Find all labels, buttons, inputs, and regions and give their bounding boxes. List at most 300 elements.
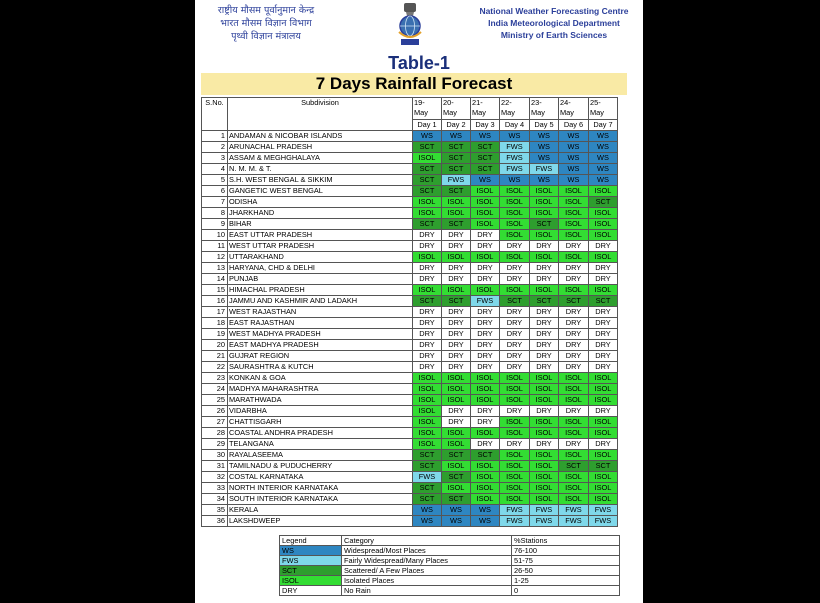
- date-header: 21- May: [471, 98, 500, 120]
- table-row: [202, 516, 618, 527]
- forecast-cell: ISOL: [530, 285, 559, 296]
- row-number: 21: [202, 351, 228, 362]
- forecast-cell: ISOL: [589, 285, 618, 296]
- forecast-cell: DRY: [589, 439, 618, 450]
- forecast-cell: DRY: [413, 274, 442, 285]
- row-number: 34: [202, 494, 228, 505]
- forecast-cell: DRY: [530, 318, 559, 329]
- forecast-cell: WS: [530, 175, 559, 186]
- forecast-cell: DRY: [559, 329, 589, 340]
- table-row: [202, 153, 618, 164]
- legend-header: Legend: [280, 536, 342, 546]
- forecast-cell: ISOL: [413, 285, 442, 296]
- forecast-cell: FWS: [500, 142, 530, 153]
- table-row: [202, 186, 618, 197]
- forecast-cell: ISOL: [442, 395, 471, 406]
- forecast-cell: ISOL: [413, 197, 442, 208]
- subdivision-name: KERALA: [228, 505, 413, 516]
- subdivision-header: Subdivision: [228, 98, 413, 131]
- forecast-cell: DRY: [500, 351, 530, 362]
- forecast-cell: ISOL: [559, 395, 589, 406]
- forecast-cell: DRY: [589, 406, 618, 417]
- forecast-cell: ISOL: [589, 428, 618, 439]
- forecast-cell: DRY: [530, 274, 559, 285]
- forecast-cell: DRY: [500, 241, 530, 252]
- forecast-cell: WS: [471, 175, 500, 186]
- forecast-cell: ISOL: [589, 417, 618, 428]
- forecast-cell: ISOL: [530, 417, 559, 428]
- row-number: 13: [202, 263, 228, 274]
- forecast-cell: DRY: [559, 439, 589, 450]
- forecast-cell: WS: [442, 505, 471, 516]
- forecast-cell: SCT: [471, 142, 500, 153]
- legend-category: Fairly Widespread/Many Places: [342, 556, 512, 566]
- forecast-cell: SCT: [413, 296, 442, 307]
- forecast-cell: FWS: [530, 516, 559, 527]
- forecast-cell: DRY: [442, 351, 471, 362]
- table-row: [202, 384, 618, 395]
- forecast-cell: WS: [559, 131, 589, 142]
- forecast-cell: DRY: [530, 362, 559, 373]
- forecast-cell: ISOL: [559, 186, 589, 197]
- subdivision-name: HARYANA, CHD & DELHI: [228, 263, 413, 274]
- forecast-cell: DRY: [589, 329, 618, 340]
- day-header: Day 3: [471, 120, 500, 131]
- forecast-cell: SCT: [589, 197, 618, 208]
- forecast-cell: DRY: [589, 263, 618, 274]
- forecast-cell: WS: [589, 175, 618, 186]
- subdivision-name: TAMILNADU & PUDUCHERRY: [228, 461, 413, 472]
- forecast-cell: DRY: [500, 263, 530, 274]
- table-row: [202, 450, 618, 461]
- forecast-cell: DRY: [471, 351, 500, 362]
- forecast-cell: SCT: [471, 450, 500, 461]
- forecast-cell: DRY: [442, 318, 471, 329]
- row-number: 36: [202, 516, 228, 527]
- forecast-cell: ISOL: [530, 252, 559, 263]
- forecast-cell: WS: [589, 131, 618, 142]
- table-row: [202, 318, 618, 329]
- forecast-cell: ISOL: [500, 472, 530, 483]
- forecast-cell: ISOL: [471, 483, 500, 494]
- forecast-cell: ISOL: [471, 384, 500, 395]
- forecast-cell: ISOL: [530, 395, 559, 406]
- legend-percent: 26-50: [512, 566, 620, 576]
- forecast-cell: DRY: [559, 241, 589, 252]
- row-number: 28: [202, 428, 228, 439]
- subdivision-name: EAST MADHYA PRADESH: [228, 340, 413, 351]
- forecast-cell: DRY: [589, 362, 618, 373]
- forecast-cell: DRY: [589, 241, 618, 252]
- forecast-cell: WS: [589, 142, 618, 153]
- forecast-cell: ISOL: [559, 252, 589, 263]
- table-row: [202, 263, 618, 274]
- forecast-cell: ISOL: [530, 450, 559, 461]
- forecast-cell: SCT: [442, 186, 471, 197]
- forecast-cell: ISOL: [471, 285, 500, 296]
- row-number: 18: [202, 318, 228, 329]
- forecast-cell: SCT: [589, 296, 618, 307]
- forecast-cell: SCT: [500, 296, 530, 307]
- forecast-cell: SCT: [471, 153, 500, 164]
- subdivision-name: JAMMU AND KASHMIR AND LADAKH: [228, 296, 413, 307]
- row-number: 4: [202, 164, 228, 175]
- table-row: [202, 461, 618, 472]
- forecast-cell: ISOL: [530, 230, 559, 241]
- row-number: 27: [202, 417, 228, 428]
- legend-code: DRY: [280, 586, 342, 596]
- table-row: [202, 439, 618, 450]
- forecast-cell: ISOL: [442, 373, 471, 384]
- subdivision-name: MARATHWADA: [228, 395, 413, 406]
- forecast-cell: DRY: [471, 263, 500, 274]
- legend-row: [280, 556, 620, 566]
- table-row: [202, 252, 618, 263]
- forecast-cell: WS: [589, 164, 618, 175]
- forecast-cell: ISOL: [500, 197, 530, 208]
- table-row: [202, 219, 618, 230]
- legend-row: [280, 546, 620, 556]
- row-number: 22: [202, 362, 228, 373]
- forecast-cell: ISOL: [442, 461, 471, 472]
- forecast-cell: ISOL: [589, 186, 618, 197]
- forecast-cell: DRY: [413, 241, 442, 252]
- forecast-cell: ISOL: [559, 450, 589, 461]
- day-header: Day 4: [500, 120, 530, 131]
- forecast-cell: ISOL: [471, 472, 500, 483]
- forecast-cell: WS: [500, 131, 530, 142]
- subdivision-name: CHATTISGARH: [228, 417, 413, 428]
- table-row: [202, 483, 618, 494]
- letterhead: [195, 0, 643, 52]
- legend-category: No Rain: [342, 586, 512, 596]
- forecast-cell: DRY: [530, 307, 559, 318]
- table-row: [202, 296, 618, 307]
- forecast-cell: ISOL: [589, 208, 618, 219]
- forecast-cell: DRY: [471, 417, 500, 428]
- forecast-cell: ISOL: [500, 252, 530, 263]
- forecast-cell: DRY: [530, 406, 559, 417]
- table-row: [202, 307, 618, 318]
- table-row: [202, 340, 618, 351]
- forecast-cell: SCT: [442, 153, 471, 164]
- forecast-cell: ISOL: [500, 461, 530, 472]
- forecast-cell: DRY: [559, 406, 589, 417]
- forecast-cell: DRY: [442, 274, 471, 285]
- forecast-cell: WS: [471, 516, 500, 527]
- date-header-row: [202, 98, 618, 120]
- forecast-cell: ISOL: [559, 373, 589, 384]
- forecast-cell: ISOL: [500, 384, 530, 395]
- forecast-cell: DRY: [471, 439, 500, 450]
- forecast-cell: DRY: [500, 340, 530, 351]
- forecast-cell: SCT: [559, 461, 589, 472]
- subdivision-name: MADHYA MAHARASHTRA: [228, 384, 413, 395]
- row-number: 17: [202, 307, 228, 318]
- forecast-cell: ISOL: [442, 252, 471, 263]
- forecast-cell: DRY: [471, 230, 500, 241]
- forecast-cell: SCT: [442, 296, 471, 307]
- day-header: Day 1: [413, 120, 442, 131]
- forecast-cell: ISOL: [413, 153, 442, 164]
- table-row: [202, 428, 618, 439]
- row-number: 7: [202, 197, 228, 208]
- forecast-cell: DRY: [442, 307, 471, 318]
- forecast-cell: DRY: [530, 263, 559, 274]
- forecast-cell: ISOL: [413, 373, 442, 384]
- english-org-name: National Weather Forecasting Centre India Meteorological Department Ministry of Earth Sciences: [479, 6, 629, 40]
- row-number: 35: [202, 505, 228, 516]
- forecast-cell: DRY: [530, 351, 559, 362]
- forecast-cell: ISOL: [413, 384, 442, 395]
- row-number: 11: [202, 241, 228, 252]
- forecast-cell: SCT: [413, 142, 442, 153]
- forecast-cell: ISOL: [442, 428, 471, 439]
- forecast-cell: DRY: [413, 329, 442, 340]
- forecast-cell: DRY: [589, 307, 618, 318]
- forecast-cell: ISOL: [559, 417, 589, 428]
- legend-code: WS: [280, 546, 342, 556]
- forecast-cell: ISOL: [500, 230, 530, 241]
- forecast-cell: FWS: [442, 175, 471, 186]
- subdivision-name: KONKAN & GOA: [228, 373, 413, 384]
- subdivision-name: PUNJAB: [228, 274, 413, 285]
- row-number: 12: [202, 252, 228, 263]
- row-number: 32: [202, 472, 228, 483]
- subdivision-name: TELANGANA: [228, 439, 413, 450]
- forecast-cell: ISOL: [559, 494, 589, 505]
- subdivision-name: UTTARAKHAND: [228, 252, 413, 263]
- forecast-cell: ISOL: [471, 373, 500, 384]
- subdivision-name: JHARKHAND: [228, 208, 413, 219]
- forecast-cell: DRY: [530, 241, 559, 252]
- forecast-cell: SCT: [442, 494, 471, 505]
- forecast-cell: DRY: [471, 362, 500, 373]
- forecast-cell: SCT: [530, 296, 559, 307]
- forecast-cell: ISOL: [500, 208, 530, 219]
- forecast-cell: DRY: [589, 274, 618, 285]
- date-header: 23- May: [530, 98, 559, 120]
- forecast-cell: ISOL: [442, 197, 471, 208]
- forecast-cell: WS: [530, 142, 559, 153]
- date-header: 19- May: [413, 98, 442, 120]
- row-number: 8: [202, 208, 228, 219]
- table-row: [202, 406, 618, 417]
- table-row: [202, 164, 618, 175]
- table-row: [202, 241, 618, 252]
- subdivision-name: VIDARBHA: [228, 406, 413, 417]
- row-number: 1: [202, 131, 228, 142]
- date-header: 24- May: [559, 98, 589, 120]
- forecast-cell: DRY: [589, 340, 618, 351]
- forecast-cell: FWS: [500, 153, 530, 164]
- row-number: 5: [202, 175, 228, 186]
- forecast-cell: SCT: [413, 175, 442, 186]
- forecast-cell: WS: [413, 505, 442, 516]
- forecast-cell: DRY: [442, 417, 471, 428]
- table-row: [202, 230, 618, 241]
- forecast-cell: DRY: [442, 329, 471, 340]
- row-number: 10: [202, 230, 228, 241]
- subdivision-name: WEST UTTAR PRADESH: [228, 241, 413, 252]
- forecast-cell: ISOL: [471, 395, 500, 406]
- table-row: [202, 131, 618, 142]
- forecast-body: [202, 131, 618, 527]
- forecast-cell: DRY: [413, 318, 442, 329]
- forecast-cell: ISOL: [589, 395, 618, 406]
- legend-category: Widespread/Most Places: [342, 546, 512, 556]
- row-number: 6: [202, 186, 228, 197]
- forecast-cell: WS: [559, 164, 589, 175]
- subdivision-name: LAKSHDWEEP: [228, 516, 413, 527]
- forecast-cell: DRY: [589, 351, 618, 362]
- forecast-cell: ISOL: [500, 494, 530, 505]
- forecast-cell: DRY: [442, 263, 471, 274]
- forecast-cell: DRY: [413, 307, 442, 318]
- forecast-cell: SCT: [413, 483, 442, 494]
- legend-category: Isolated Places: [342, 576, 512, 586]
- forecast-cell: ISOL: [471, 494, 500, 505]
- row-number: 15: [202, 285, 228, 296]
- forecast-cell: DRY: [471, 307, 500, 318]
- forecast-cell: DRY: [413, 230, 442, 241]
- forecast-cell: ISOL: [442, 384, 471, 395]
- stations-header: %Stations: [512, 536, 620, 546]
- date-header: 22- May: [500, 98, 530, 120]
- legend-row: [280, 586, 620, 596]
- forecast-cell: ISOL: [530, 208, 559, 219]
- table-row: [202, 329, 618, 340]
- forecast-cell: ISOL: [500, 186, 530, 197]
- forecast-cell: ISOL: [471, 186, 500, 197]
- forecast-cell: ISOL: [559, 472, 589, 483]
- forecast-cell: ISOL: [589, 252, 618, 263]
- forecast-cell: SCT: [413, 461, 442, 472]
- forecast-cell: DRY: [413, 362, 442, 373]
- table-row: [202, 175, 618, 186]
- table-row: [202, 505, 618, 516]
- forecast-cell: SCT: [442, 450, 471, 461]
- forecast-cell: ISOL: [559, 428, 589, 439]
- table-row: [202, 208, 618, 219]
- forecast-cell: DRY: [530, 329, 559, 340]
- forecast-cell: WS: [559, 142, 589, 153]
- forecast-cell: DRY: [559, 263, 589, 274]
- forecast-cell: ISOL: [500, 373, 530, 384]
- forecast-cell: ISOL: [589, 494, 618, 505]
- forecast-cell: SCT: [442, 219, 471, 230]
- forecast-cell: ISOL: [530, 472, 559, 483]
- forecast-cell: FWS: [559, 505, 589, 516]
- row-number: 19: [202, 329, 228, 340]
- subdivision-name: EAST RAJASTHAN: [228, 318, 413, 329]
- forecast-cell: ISOL: [589, 230, 618, 241]
- forecast-cell: WS: [559, 175, 589, 186]
- forecast-cell: ISOL: [413, 208, 442, 219]
- forecast-cell: ISOL: [413, 252, 442, 263]
- forecast-title: 7 Days Rainfall Forecast: [201, 73, 627, 95]
- forecast-cell: ISOL: [530, 197, 559, 208]
- legend-header-row: [280, 536, 620, 546]
- legend-code: ISOL: [280, 576, 342, 586]
- subdivision-name: WEST MADHYA PRADESH: [228, 329, 413, 340]
- subdivision-name: GANGETIC WEST BENGAL: [228, 186, 413, 197]
- row-number: 20: [202, 340, 228, 351]
- forecast-cell: ISOL: [500, 417, 530, 428]
- subdivision-name: COSTAL KARNATAKA: [228, 472, 413, 483]
- forecast-cell: FWS: [500, 164, 530, 175]
- forecast-cell: WS: [442, 516, 471, 527]
- forecast-cell: DRY: [530, 340, 559, 351]
- forecast-cell: ISOL: [500, 428, 530, 439]
- forecast-cell: FWS: [471, 296, 500, 307]
- forecast-cell: DRY: [471, 329, 500, 340]
- forecast-cell: DRY: [530, 439, 559, 450]
- forecast-cell: FWS: [559, 516, 589, 527]
- forecast-cell: FWS: [500, 505, 530, 516]
- forecast-cell: ISOL: [413, 395, 442, 406]
- forecast-cell: ISOL: [530, 428, 559, 439]
- forecast-cell: DRY: [442, 241, 471, 252]
- forecast-cell: ISOL: [500, 395, 530, 406]
- forecast-cell: WS: [471, 131, 500, 142]
- forecast-cell: ISOL: [559, 230, 589, 241]
- row-number: 14: [202, 274, 228, 285]
- legend-percent: 1-25: [512, 576, 620, 586]
- subdivision-name: GUJRAT REGION: [228, 351, 413, 362]
- forecast-cell: WS: [471, 505, 500, 516]
- row-number: 23: [202, 373, 228, 384]
- forecast-cell: FWS: [500, 516, 530, 527]
- forecast-cell: ISOL: [442, 285, 471, 296]
- forecast-cell: ISOL: [471, 461, 500, 472]
- forecast-cell: ISOL: [413, 428, 442, 439]
- table-row: [202, 417, 618, 428]
- subdivision-name: NORTH INTERIOR KARNATAKA: [228, 483, 413, 494]
- table-row: [202, 494, 618, 505]
- category-header: Category: [342, 536, 512, 546]
- forecast-cell: FWS: [589, 516, 618, 527]
- table-row: [202, 472, 618, 483]
- day-header: Day 7: [589, 120, 618, 131]
- forecast-cell: DRY: [500, 439, 530, 450]
- imd-emblem-icon: [395, 2, 425, 48]
- forecast-cell: DRY: [442, 340, 471, 351]
- forecast-cell: WS: [530, 153, 559, 164]
- date-header: 20- May: [442, 98, 471, 120]
- date-header: 25- May: [589, 98, 618, 120]
- day-header: Day 2: [442, 120, 471, 131]
- forecast-cell: SCT: [589, 461, 618, 472]
- forecast-cell: ISOL: [589, 483, 618, 494]
- forecast-cell: SCT: [442, 164, 471, 175]
- row-number: 29: [202, 439, 228, 450]
- forecast-cell: FWS: [530, 505, 559, 516]
- forecast-cell: DRY: [559, 318, 589, 329]
- forecast-cell: ISOL: [471, 428, 500, 439]
- row-number: 9: [202, 219, 228, 230]
- forecast-cell: FWS: [530, 164, 559, 175]
- legend-percent: 0: [512, 586, 620, 596]
- forecast-cell: DRY: [500, 406, 530, 417]
- forecast-cell: DRY: [471, 274, 500, 285]
- subdivision-name: RAYALASEEMA: [228, 450, 413, 461]
- forecast-sheet: [195, 0, 643, 603]
- forecast-cell: WS: [530, 131, 559, 142]
- forecast-cell: ISOL: [559, 197, 589, 208]
- table-row: [202, 351, 618, 362]
- forecast-cell: ISOL: [559, 384, 589, 395]
